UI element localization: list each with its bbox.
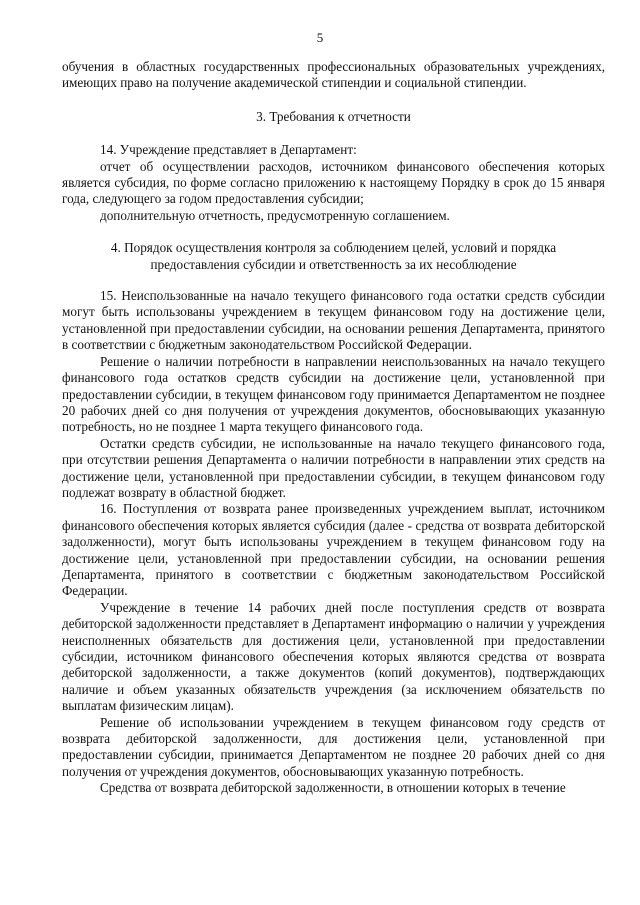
paragraph-14: 14. Учреждение представляет в Департамент: bbox=[100, 142, 357, 158]
paragraph-16-info: Учреждение в течение 14 рабочих дней после поступления средств от возврата дебиторской задолженности представляет в Департамент информацию о наличии у учреждения неисполненных обязательств для достижения цели, установленной при предоставлении субсидии, источником финансового обеспечения которых являются средства от возврата дебиторской задолженности, а также документов (копий документов), подтверждающих наличие и объем указанных обязательств учреждения (за исключением обязательств по выплатам физическим лицам). bbox=[62, 599, 605, 714]
paragraph-15: 15. Неиспользованные на начало текущего финансового года остатки средств субсидии могут быть использованы учреждением в текущем финансовом году на достижение цели, установленной при предоставлении субсидии, на основании решения Департамента, принятого в соответствии с бюджетным законодательством Российской Федерации. bbox=[62, 288, 605, 353]
paragraph-15-decision: Решение о наличии потребности в направлении неиспользованных на начало текущего финансового года остатков средств субсидии на достижение цели, установленной при предоставлении субсидии, в текущем финансовом году принимается Департаментом не позднее 20 рабочих дней со дня получения от учреждения документов, обосновывающих указанную потребность, но не позднее 1 марта текущего финансового года. bbox=[62, 353, 605, 435]
paragraph-16-funds: Средства от возврата дебиторской задолженности, в отношении которых в течение bbox=[100, 780, 566, 796]
paragraph-14-additional: дополнительную отчетность, предусмотренную соглашением. bbox=[100, 207, 450, 223]
document-body bbox=[62, 59, 605, 797]
page-number: 5 bbox=[316, 30, 324, 45]
paragraph-16-decision: Решение об использовании учреждением в текущем финансовом году средств от возврата дебиторской задолженности, для достижения цели, установленной при предоставлении субсидии, принимается Департаментом не позднее 20 рабочих дней со дня получения от учреждения документов, обосновывающих указанную потребность. bbox=[62, 714, 605, 779]
paragraph-continuation: обучения в областных государственных профессиональных образовательных учреждениях, имеющих право на получение академической стипендии и социальной стипендии. bbox=[62, 59, 605, 91]
paragraph-14-report: отчет об осуществлении расходов, источником финансового обеспечения которых является субсидия, по форме согласно приложению к настоящему Порядку в срок до 15 января года, следующего за годом предоставления субсидии; bbox=[62, 158, 605, 207]
section-heading-4: 4. Порядок осуществления контроля за соблюдением целей, условий и порядка предоставления субсидии и ответственность за их несоблюдение bbox=[110, 240, 557, 272]
paragraph-16: 16. Поступления от возврата ранее произведенных учреждением выплат, источником финансового обеспечения которых является субсидия (далее - средства от возврата дебиторской задолженности), могут быть использованы учреждением в текущем финансовом году на достижение цели, установленной при предоставлении субсидии, на основании решения Департамента, принятого в соответствии с бюджетным законодательством Российской Федерации. bbox=[62, 501, 605, 599]
section-heading-3: 3. Требования к отчетности bbox=[256, 108, 411, 124]
paragraph-15-remainder: Остатки средств субсидии, не использованные на начало текущего финансового года, при отсутствии решения Департамента о наличии потребности в направлении этих средств на достижение цели, установленной при предоставлении субсидии, в текущем финансовом году подлежат возврату в областной бюджет. bbox=[62, 435, 605, 500]
